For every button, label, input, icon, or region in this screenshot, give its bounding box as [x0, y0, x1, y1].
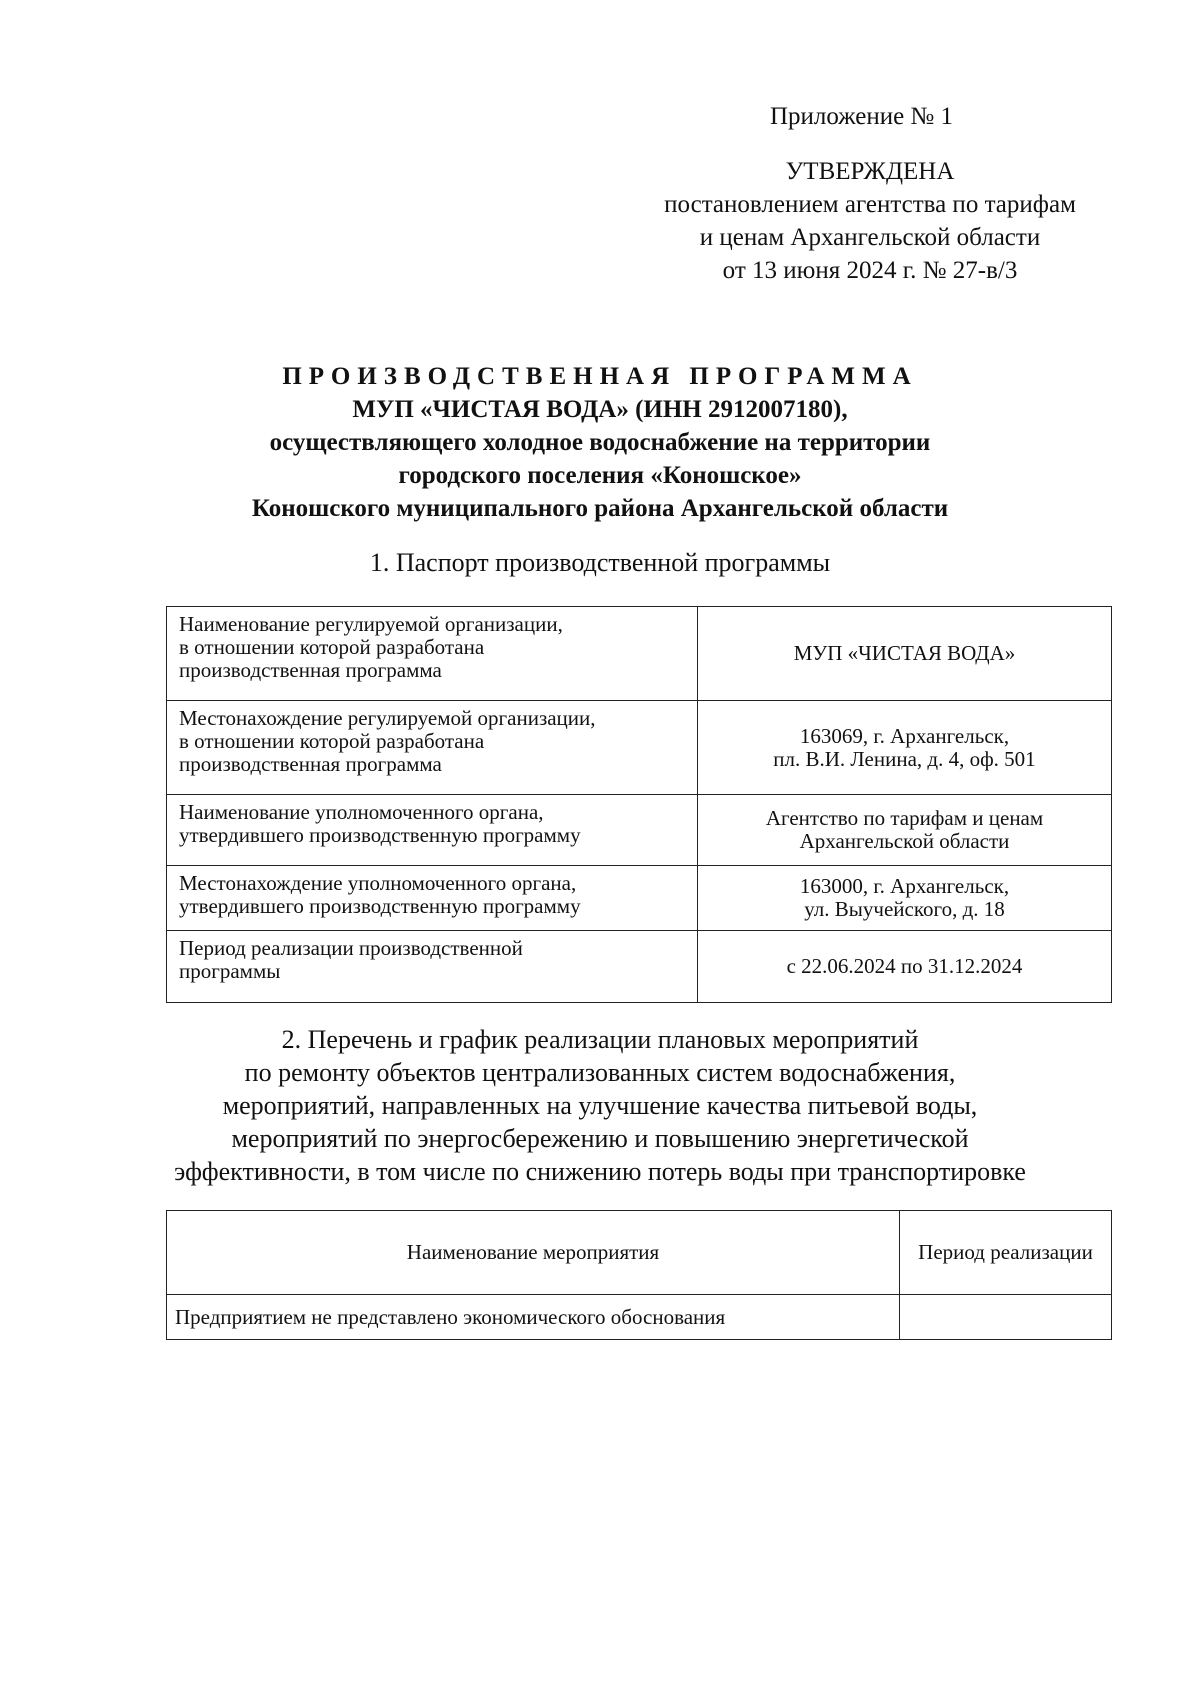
event-name-cell: Предприятием не представлено экономического обоснования — [167, 1295, 900, 1340]
appendix-number: Приложение № 1 — [770, 103, 954, 130]
column-header-period: Период реализации — [900, 1211, 1112, 1295]
passport-key: Наименование уполномоченного органа, утвердившего производственную программу — [167, 795, 698, 866]
column-header-name: Наименование мероприятия — [167, 1211, 900, 1295]
passport-key: Наименование регулируемой организации, в отношении которой разработана производственная программа — [167, 607, 698, 701]
event-period-cell — [900, 1295, 1112, 1340]
passport-table — [166, 606, 1112, 1003]
events-table — [166, 1210, 1112, 1340]
passport-value: 163069, г. Архангельск, пл. В.И. Ленина, д. 4, оф. 501 — [698, 701, 1112, 795]
passport-value: МУП «ЧИСТАЯ ВОДА» — [698, 607, 1112, 701]
passport-key: Период реализации производственной программы — [167, 931, 698, 1003]
title-line: Коношского муниципального района Архангельской области — [251, 495, 949, 522]
table-row — [167, 701, 1112, 795]
passport-key: Местонахождение уполномоченного органа, утвердившего производственную программу — [167, 866, 698, 931]
table-row — [167, 866, 1112, 931]
document-title — [150, 360, 1050, 525]
title-line: осуществляющего холодное водоснабжение на территории — [269, 429, 931, 456]
passport-value: с 22.06.2024 по 31.12.2024 — [698, 931, 1112, 1003]
approval-line: постановлением агентства по тарифам — [664, 191, 1076, 218]
section2-heading: 2. Перечень и график реализации плановых мероприятий по ремонту объектов централизованных систем водоснабжения, мероприятий, направленных на улучшение качества питьевой воды, мероприятий по энергосбережению и повышению энергетической эффективности, в том числе по снижению потерь воды при транспортировке — [174, 1025, 1026, 1186]
title-line: городского поселения «Коношское» — [398, 462, 802, 489]
passport-value: Агентство по тарифам и ценам Архангельской области — [698, 795, 1112, 866]
table-row — [167, 607, 1112, 701]
approval-line: и ценам Архангельской области — [699, 224, 1041, 251]
table-row — [167, 1295, 1112, 1340]
table-header-row — [167, 1211, 1112, 1295]
title-line: МУП «ЧИСТАЯ ВОДА» (ИНН 2912007180), — [352, 396, 848, 423]
passport-key: Местонахождение регулируемой организации, в отношении которой разработана производственная программа — [167, 701, 698, 795]
approval-date: от 13 июня 2024 г. № 27-в/3 — [722, 257, 1018, 284]
section1-heading: 1. Паспорт производственной программы — [369, 548, 831, 577]
passport-value: 163000, г. Архангельск, ул. Выучейского, д. 18 — [698, 866, 1112, 931]
approval-stamp — [620, 100, 1120, 287]
table-row — [167, 931, 1112, 1003]
approved-label: УТВЕРЖДЕНА — [785, 158, 955, 185]
table-row — [167, 795, 1112, 866]
title-line: ПРОИЗВОДСТВЕННАЯ ПРОГРАММА — [282, 363, 918, 390]
